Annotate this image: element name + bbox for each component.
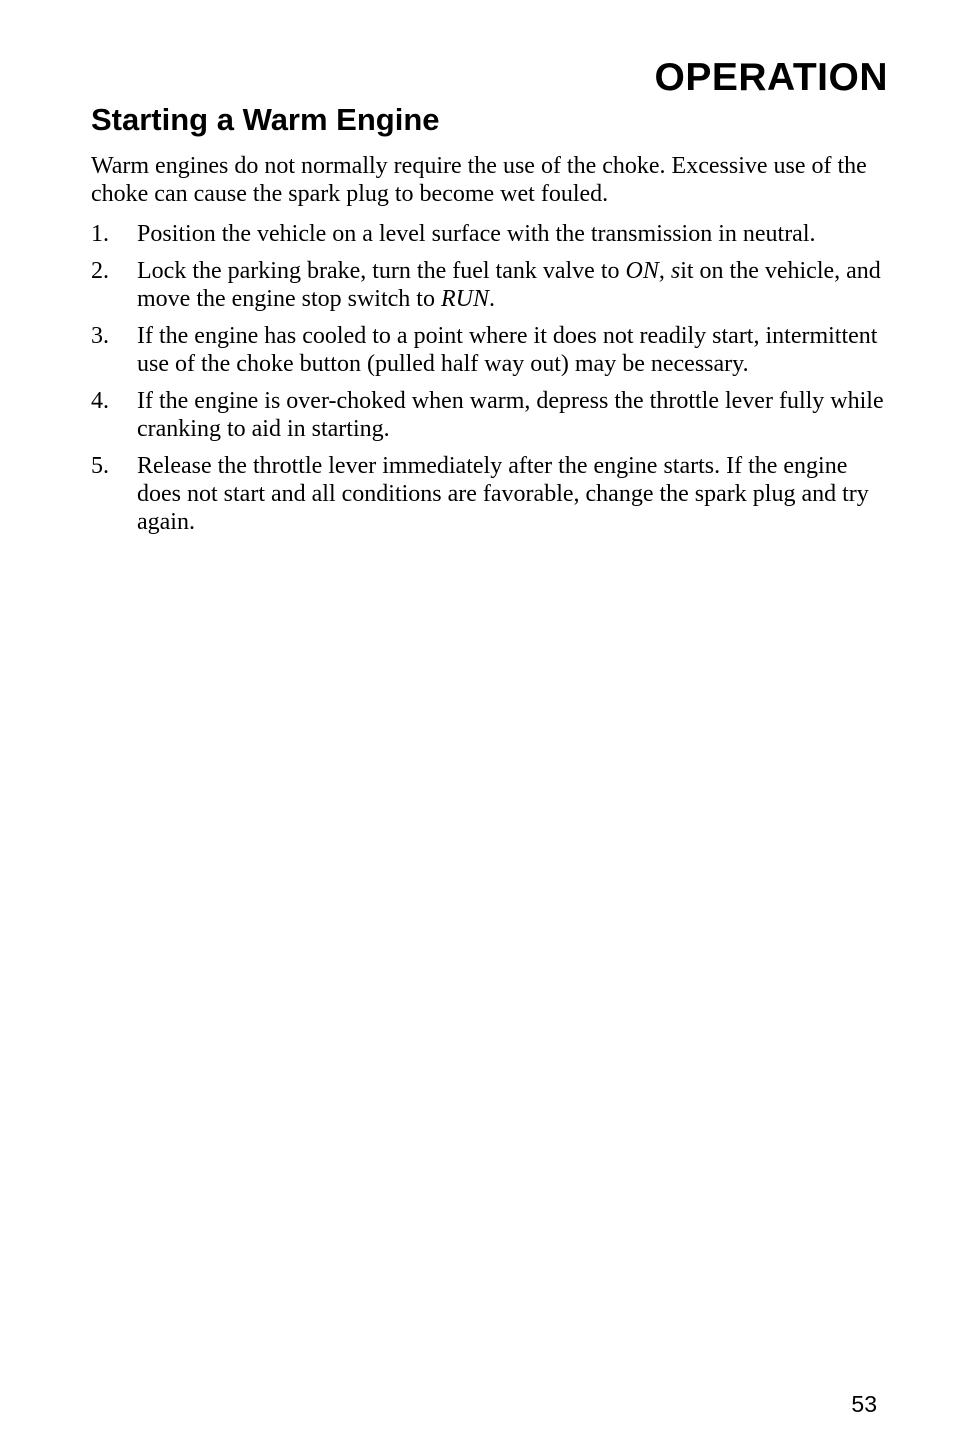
step-number: 3. — [91, 323, 109, 349]
step-text: Release the throttle lever immediately after the engine starts. If the engine does not start and all conditions are favorable, change the spark plug and try again. — [137, 453, 869, 535]
step-text-part: . — [488, 286, 495, 312]
step-text: If the engine has cooled to a point where it does not readily start, intermittent use of the choke button (pulled half way out) may be necessary. — [137, 323, 878, 377]
step-text-part: Lock the parking brake, turn the fuel tank valve to — [137, 258, 626, 284]
list-item — [91, 322, 891, 378]
step-number: 2. — [91, 258, 109, 284]
list-item — [91, 257, 891, 313]
list-item — [91, 452, 891, 536]
step-number: 1. — [91, 221, 109, 247]
list-item — [91, 220, 891, 248]
step-number: 4. — [91, 388, 109, 414]
step-text-emphasis: ON, s — [625, 258, 681, 284]
step-number: 5. — [91, 453, 109, 479]
step-text: Position the vehicle on a level surface with the transmission in neutral. — [137, 221, 816, 247]
step-text: If the engine is over-choked when warm, depress the throttle lever fully while cranking to aid in starting. — [137, 388, 884, 442]
steps-list — [91, 220, 891, 536]
list-item — [91, 387, 891, 443]
page-header-section: OPERATION — [654, 56, 888, 99]
main-content — [91, 100, 891, 545]
page-number: 53 — [851, 1391, 877, 1417]
intro-paragraph: Warm engines do not normally require the use of the choke. Excessive use of the choke can cause the spark plug to become wet fouled. — [91, 153, 867, 207]
step-text — [137, 257, 891, 313]
section-title: Starting a Warm Engine — [91, 102, 440, 137]
step-text-emphasis: RUN — [440, 286, 489, 312]
step-text-part: it on the vehicle, and move the engine stop switch to — [137, 258, 881, 312]
